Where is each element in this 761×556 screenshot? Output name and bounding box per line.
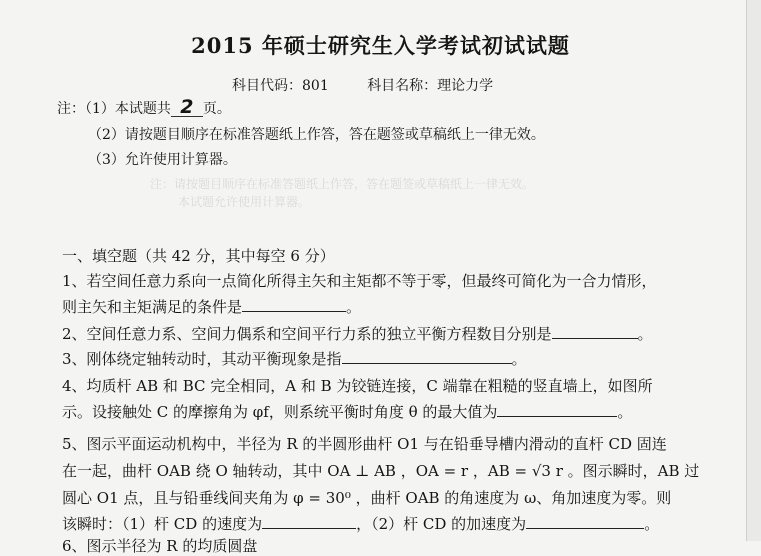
question-1-line-1: 1、若空间任意力系向一点简化所得主矢和主矩都不等于零，但最终可简化为一合力情形， [62, 272, 657, 290]
question-4-line-1: 4、均质杆 AB 和 BC 完全相同，A 和 B 为铰链连接，C 端靠在粗糙的竖直墙上，如图所 [62, 377, 653, 395]
question-6-partial: 6、图示半径为 R 的均质圆盘 [62, 537, 258, 555]
question-5-line-3: 圆心 O1 点，且与铅垂线间夹角为 φ = 30⁰ ，曲杆 OAB 的角速度为 ω、角加速度为零。则 [62, 489, 672, 507]
note-line-2: （2）请按题目顺序在标准答题纸上作答，答在题签或草稿纸上一律无效。 [88, 127, 545, 143]
question-5-line-4: 该瞬时：（1）杆 CD 的速度为 ，（2）杆 CD 的加速度为 。 [62, 515, 660, 533]
answer-blank [552, 324, 638, 339]
bleed-through-text: 注：请按题目顺序在标准答题纸上作答，答在题签或草稿纸上一律无效。 本试题允许使用计算器。 [150, 177, 535, 209]
question-5-line-1: 5、图示平面运动机构中，半径为 R 的半圆形曲杆 O1 与在铅垂导槽内滑动的直杆 CD 固连 [62, 435, 667, 453]
section-heading: 一、填空题（共 42 分，其中每空 6 分） [62, 247, 335, 265]
question-1-line-2: 则主矢和主矩满足的条件是 。 [62, 298, 362, 316]
note-line-3: （3）允许使用计算器。 [88, 152, 237, 168]
question-4-line-2: 示。设接触处 C 的摩擦角为 φf，则系统平衡时角度 θ 的最大值为 。 [62, 403, 633, 421]
answer-blank [526, 514, 644, 529]
page-title: 2015 年硕士研究生入学考试初试试题 [191, 33, 570, 58]
subject-info [232, 75, 527, 95]
page-edge [746, 0, 761, 541]
question-3: 3、刚体绕定轴转动时，其动平衡现象是指 。 [62, 350, 527, 368]
answer-blank [242, 297, 346, 312]
note-line-1: 注：（1）本试题共 2 页。 [57, 96, 231, 118]
question-2: 2、空间任意力系、空间力偶系和空间平行力系的独立平衡方程数目分别是 。 [62, 325, 653, 343]
answer-blank [342, 349, 512, 364]
subject-name: 科目名称：理论力学 [367, 78, 494, 94]
question-5-line-2: 在一起，曲杆 OAB 绕 O 轴转动，其中 OA ⊥ AB ，OA = r ，AB = √3 r 。图示瞬时，AB 过 [62, 462, 700, 480]
subject-code: 科目代码：801 [232, 78, 329, 94]
answer-blank [262, 514, 356, 529]
handwritten-page-count: 2 [171, 98, 203, 117]
answer-blank [497, 402, 617, 417]
